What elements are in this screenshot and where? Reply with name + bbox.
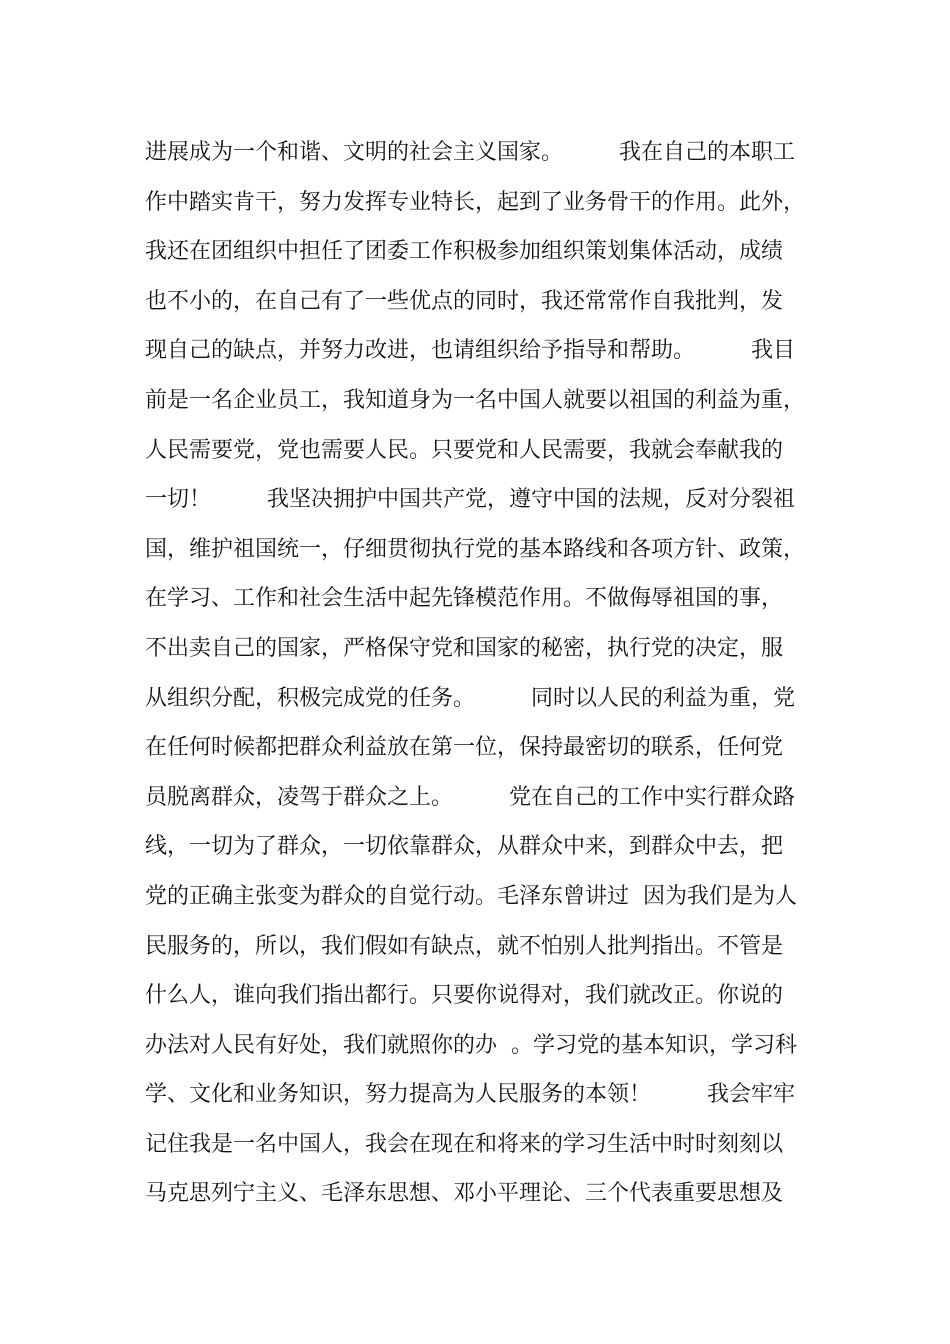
text-line: 办法对人民有好处，我们就照你的办 。学习党的基本知识，学习科 [145,1032,797,1058]
text-line: 也不小的，在自己有了一些优点的同时，我还常常作自我批判，发 [145,288,784,314]
text-line: 进展成为一个和谐、文明的社会主义国家。 我在自己的本职工 [145,140,795,165]
text-line: 学、文化和业务知识，努力提高为人民服务的本领！ 我会牢牢 [145,1082,795,1108]
text-line: 在任何时候都把群众利益放在第一位，保持最密切的联系，任何党 [145,735,784,761]
text-line: 我还在团组织中担任了团委工作积极参加组织策划集体活动，成绩 [145,239,784,265]
text-line: 在学习、工作和社会生活中起先锋模范作用。不做侮辱祖国的事， [145,586,784,612]
text-line: 人民需要党，党也需要人民。只要党和人民需要，我就会奉献我的 [145,437,784,463]
text-line: 员脱离群众，凌驾于群众之上。 党在自己的工作中实行群众路 [145,784,795,810]
text-line: 线，一切为了群众，一切依靠群众，从群众中来，到群众中去，把 [145,834,784,860]
text-line: 民服务的，所以，我们假如有缺点，就不怕别人批判指出。不管是 [145,933,784,959]
text-line: 不出卖自己的国家，严格保守党和国家的秘密，执行党的决定，服 [145,635,784,661]
text-line: 前是一名企业员工，我知道身为一名中国人就要以祖国的利益为重， [145,387,806,413]
body-text [145,128,825,1219]
text-line: 一切！ 我坚决拥护中国共产党，遵守中国的法规，反对分裂祖 [145,487,795,513]
text-line: 作中踏实肯干，努力发挥专业特长，起到了业务骨干的作用。此外， [145,189,806,215]
text-line: 从组织分配，积极完成党的任务。 同时以人民的利益为重，党 [145,685,795,711]
text-line: 国，维护祖国统一，仔细贯彻执行党的基本路线和各项方针、政策， [145,536,806,562]
text-line: 记住我是一名中国人，我会在现在和将来的学习生活中时时刻刻以 [145,1131,784,1157]
text-line: 马克思列宁主义、毛泽东思想、邓小平理论、三个代表重要思想及 [145,1181,784,1207]
text-line: 党的正确主张变为群众的自觉行动。毛泽东曾讲过 因为我们是为人 [145,883,797,909]
text-line: 现自己的缺点，并努力改进，也请组织给予指导和帮助。 我目 [145,338,795,364]
text-line: 什么人，谁向我们指出都行。只要你说得对，我们就改正。你说的 [145,983,784,1009]
